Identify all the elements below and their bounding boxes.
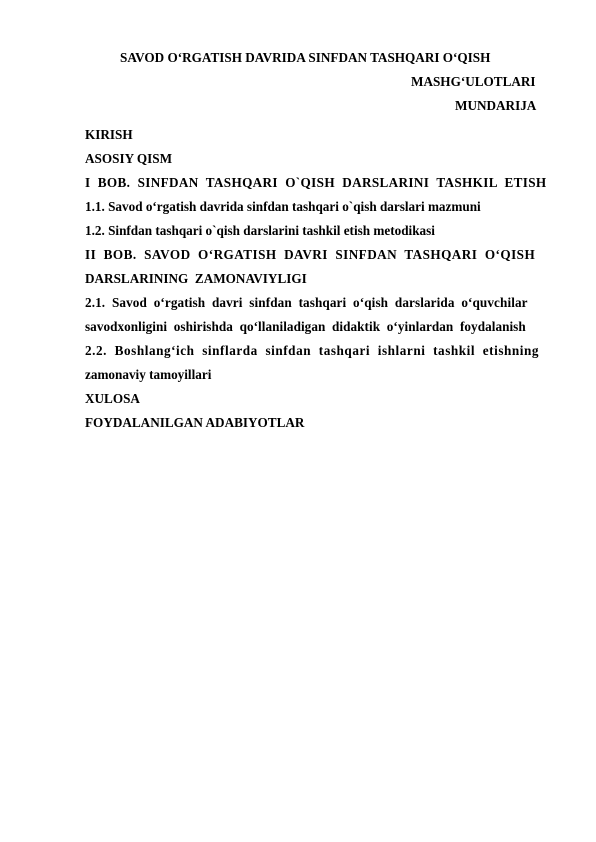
toc-section-2-2-text-1: 2.2. Boshlang‘ich sinflarda sinfdan tashqari ishlarni tashkil etishning	[85, 343, 540, 358]
toc-entry-section-2-2-line-1	[85, 344, 543, 357]
toc-entry-section-2-1-line-2	[85, 320, 543, 333]
toc-section-2-1-text-1: 2.1. Savod o‘rgatish davri sinfdan tashqari o‘qish darslarida o‘quvchilar	[85, 295, 528, 310]
toc-entry-chapter-1	[85, 175, 547, 190]
toc-entry-conclusion: XULOSA	[85, 391, 140, 406]
document-title-line-2: MASHG‘ULOTLARI	[411, 74, 536, 89]
toc-chapter-2-text-2: DARSLARINING ZAMONAVIYLIGI	[85, 271, 307, 286]
toc-entry-section-1-1: 1.1. Savod o‘rgatish davrida sinfdan tashqari o`qish darslari mazmuni	[85, 199, 481, 214]
toc-entry-main-part: ASOSIY QISM	[85, 151, 173, 166]
contents-heading: MUNDARIJA	[455, 98, 537, 113]
toc-entry-section-1-2: 1.2. Sinfdan tashqari o`qish darslarini tashkil etish metodikasi	[85, 223, 435, 238]
toc-entry-references: FOYDALANILGAN ADABIYOTLAR	[85, 415, 305, 430]
toc-entry-section-2-2-line-2: zamonaviy tamoyillari	[85, 367, 212, 382]
toc-chapter-2-text-1: II BOB. SAVOD O‘RGATISH DAVRI SINFDAN TASHQARI O‘QISH	[85, 247, 536, 262]
toc-entry-intro: KIRISH	[85, 127, 133, 142]
document-title-line-1: SAVOD O‘RGATISH DAVRIDA SINFDAN TASHQARI O‘QISH	[120, 50, 491, 65]
toc-entry-chapter-2-line-2	[85, 272, 543, 285]
toc-chapter-1-text: I BOB. SINFDAN TASHQARI O`QISH DARSLARINI TASHKIL ETISH	[85, 175, 547, 190]
toc-section-2-1-text-2: savodxonligini oshirishda qo‘llaniladigan didaktik o‘yinlardan foydalanish	[85, 319, 526, 334]
toc-entry-chapter-2-line-1	[85, 248, 543, 261]
toc-entry-section-2-1-line-1	[85, 296, 543, 309]
